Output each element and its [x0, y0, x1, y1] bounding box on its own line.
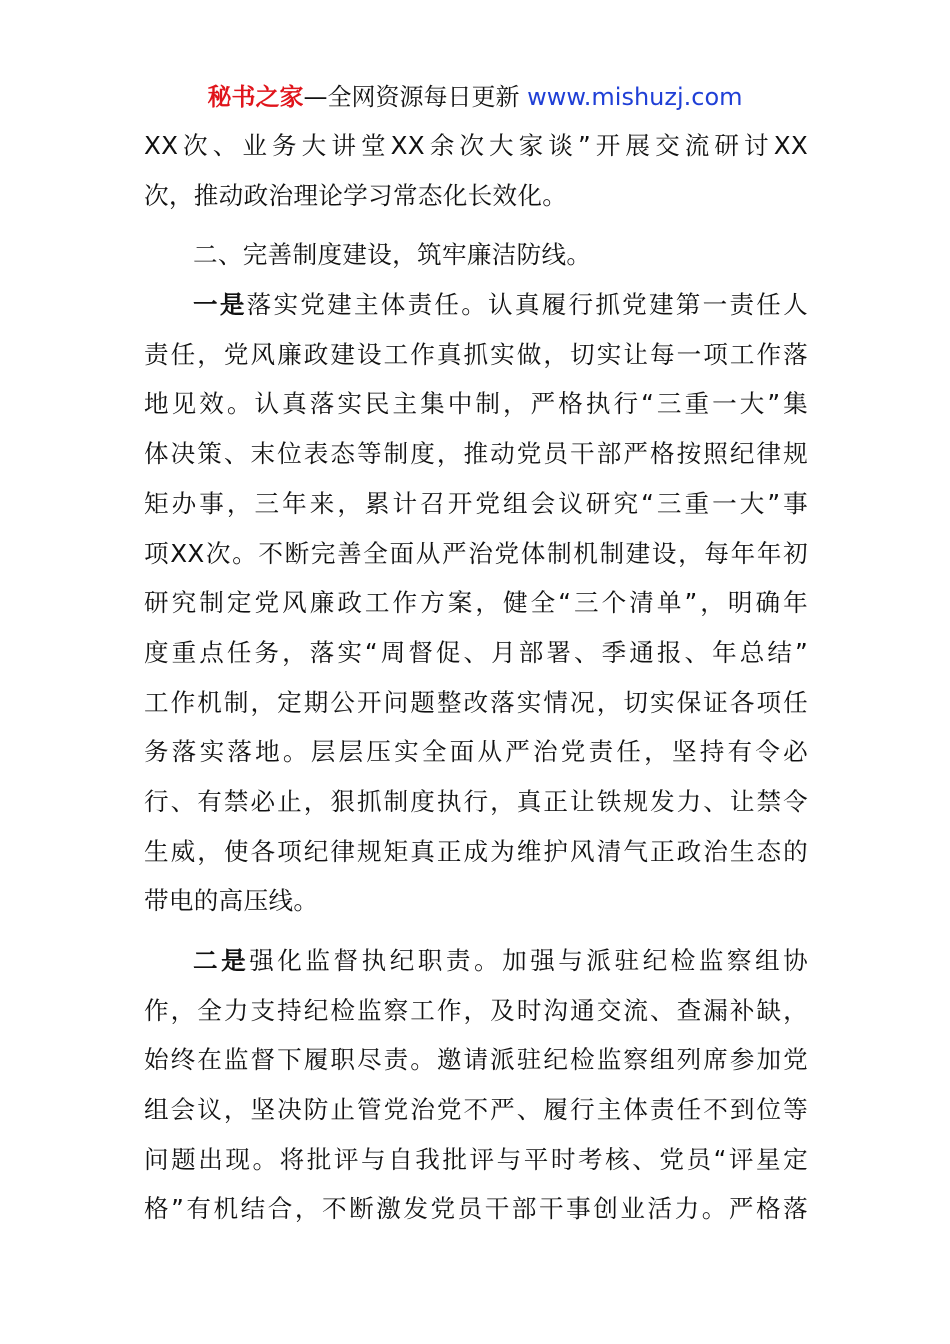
text-line: 项XX次。不断完善全面从严治党体制机制建设，每年年初 — [144, 538, 808, 568]
text-line: 地见效。认真落实民主集中制，严格执行“三重一大”集 — [144, 389, 808, 419]
text-line: 度重点任务，落实“周督促、月部署、季通报、年总结” — [144, 637, 808, 667]
text-line: 带电的高压线。 — [144, 886, 319, 916]
paragraph-lead: 一是 — [193, 290, 247, 320]
text-line: 始终在监督下履职尽责。邀请派驻纪检监察组列席参加党 — [144, 1045, 808, 1075]
site-tagline: —全网资源每日更新 — [303, 83, 528, 111]
document-body — [144, 121, 808, 1234]
text-line: 问题出现。将批评与自我批评与平时考核、党员“评星定 — [144, 1144, 808, 1174]
text-line: XX次、业务大讲堂XX余次大家谈”开展交流研讨XX — [144, 131, 808, 160]
paragraph-gap — [144, 220, 808, 230]
site-brand: 秘书之家 — [207, 83, 304, 111]
paragraph-first-line — [144, 280, 808, 330]
text-line: 体决策、末位表态等制度，推动党员干部严格按照纪律规 — [144, 439, 808, 469]
text-fragment: 落实党建主体责任。认真履行抓党建第一责任人 — [246, 290, 808, 320]
text-line: 格”有机结合，不断激发党员干部干事创业活力。严格落 — [144, 1194, 808, 1224]
text-line: 作，全力支持纪检监察工作，及时沟通交流、查漏补缺， — [144, 995, 808, 1025]
text-line: 组会议，坚决防止管党治党不严、履行主体责任不到位等 — [144, 1095, 808, 1125]
site-url[interactable]: www.mishuzj.com — [527, 83, 743, 111]
page-header — [0, 80, 950, 114]
text-line: 行、有禁必止，狠抓制度执行，真正让铁规发力、让禁令 — [144, 786, 808, 816]
text-line: 工作机制，定期公开问题整改落实情况，切实保证各项任 — [144, 687, 808, 717]
text-line: 次，推动政治理论学习常态化长效化。 — [144, 180, 568, 210]
text-line: 责任，党风廉政建设工作真抓实做，切实让每一项工作落 — [144, 339, 808, 369]
text-line: 研究制定党风廉政工作方案，健全“三个清单”，明确年 — [144, 588, 808, 618]
paragraph-gap — [144, 926, 808, 936]
text-line: 务落实落地。层层压实全面从严治党责任，坚持有令必 — [144, 737, 808, 767]
text-line: 矩办事，三年来，累计召开党组会议研究“三重一大”事 — [144, 488, 808, 518]
section-heading: 二、完善制度建设，筑牢廉洁防线。 — [193, 240, 592, 270]
paragraph-first-line — [144, 936, 808, 986]
text-fragment: 强化监督执纪职责。加强与派驻纪检监察组协 — [249, 946, 808, 975]
text-line: 生威，使各项纪律规矩真正成为维护风清气正政治生态的 — [144, 836, 808, 866]
paragraph-lead: 二是 — [193, 946, 250, 975]
